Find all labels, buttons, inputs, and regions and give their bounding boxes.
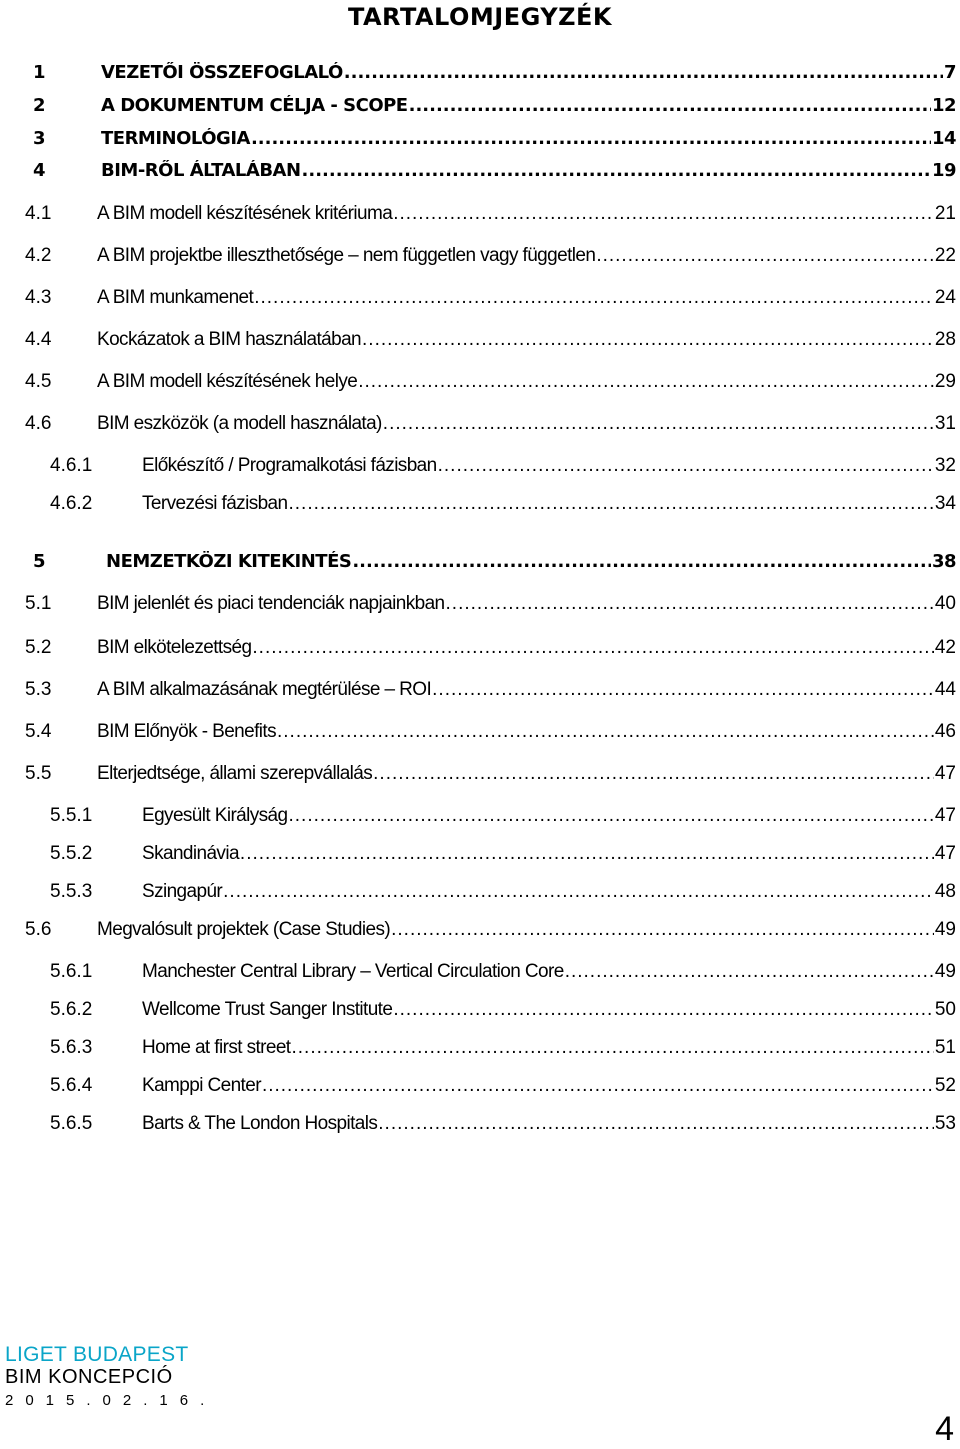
toc-entry-label: Kockázatok a BIM használatában: [97, 329, 362, 350]
toc-entry-page: 47: [934, 805, 956, 826]
toc-entry-number: 5.4: [25, 721, 52, 742]
toc-entry[interactable]: [0, 62, 960, 94]
toc-entry-page: 52: [934, 1075, 956, 1096]
toc-dot-leader: [292, 1037, 934, 1059]
toc-dot-leader: [393, 203, 934, 225]
toc-entry-line: [97, 245, 956, 267]
toc-dot-leader: [432, 679, 934, 701]
toc-entry[interactable]: [0, 329, 960, 361]
toc-entry-label: BIM eszközök (a modell használata): [97, 413, 382, 434]
toc-dot-leader: [223, 881, 934, 903]
toc-entry-number: 5.1: [25, 593, 52, 614]
toc-entry-label: A BIM projektbe illeszthetősége – nem független vagy független: [97, 245, 596, 266]
toc-entry-line: [142, 493, 956, 515]
footer-organization: LIGET BUDAPEST: [5, 1343, 189, 1366]
toc-entry[interactable]: [0, 287, 960, 319]
toc-entry-page: 28: [934, 329, 956, 350]
toc-entry-number: 4.6: [25, 413, 52, 434]
footer-project: BIM KONCEPCIÓ: [5, 1366, 173, 1388]
toc-entry-number: 5.6.2: [50, 999, 93, 1020]
toc-entry-line: [97, 763, 956, 785]
toc-dot-leader: [565, 961, 934, 983]
toc-entry-page: 49: [934, 961, 956, 982]
toc-entry-number: 4.5: [25, 371, 52, 392]
toc-dot-leader: [378, 1113, 934, 1135]
toc-entry[interactable]: [0, 721, 960, 753]
toc-entry-line: [97, 329, 956, 351]
toc-entry-line: [97, 593, 956, 615]
toc-entry-page: 12: [931, 95, 956, 116]
toc-entry-page: 48: [934, 881, 956, 902]
toc-entry-number: 5: [33, 551, 46, 572]
toc-entry-page: 21: [934, 203, 956, 224]
toc-entry-page: 32: [934, 455, 956, 476]
toc-entry[interactable]: [0, 843, 960, 875]
toc-entry-label: A BIM alkalmazásának megtérülése – ROI: [97, 679, 432, 700]
toc-entry-line: [142, 1037, 956, 1059]
toc-entry[interactable]: [0, 637, 960, 669]
toc-entry-line: [97, 371, 956, 393]
toc-entry-line: [97, 919, 956, 941]
toc-dot-leader: [302, 160, 931, 181]
toc-dot-leader: [362, 329, 934, 351]
toc-entry[interactable]: [0, 1075, 960, 1107]
toc-entry-line: [142, 1075, 956, 1097]
toc-dot-leader: [262, 1075, 934, 1097]
toc-entry-page: 42: [934, 637, 956, 658]
toc-entry-number: 5.5.3: [50, 881, 93, 902]
toc-entry-line: [97, 413, 956, 435]
toc-entry-line: [142, 455, 956, 477]
toc-entry-number: 5.3: [25, 679, 52, 700]
toc-dot-leader: [446, 593, 934, 615]
toc-entry-page: 44: [934, 679, 956, 700]
toc-dot-leader: [289, 805, 934, 827]
toc-entry-page: 51: [934, 1037, 956, 1058]
toc-entry-page: 53: [934, 1113, 956, 1134]
toc-entry-label: Megvalósult projektek (Case Studies): [97, 919, 391, 940]
toc-entry-line: [101, 160, 956, 181]
toc-entry-number: 4: [33, 160, 46, 181]
toc-entry-number: 4.6.2: [50, 493, 93, 514]
toc-entry-label: Home at first street: [142, 1037, 291, 1058]
toc-entry[interactable]: [0, 999, 960, 1031]
toc-entry[interactable]: [0, 679, 960, 711]
toc-entry-number: 4.4: [25, 329, 52, 350]
toc-dot-leader: [251, 128, 931, 149]
toc-entry-page: 47: [934, 843, 956, 864]
toc-entry[interactable]: [0, 1113, 960, 1145]
toc-entry[interactable]: [0, 128, 960, 160]
toc-dot-leader: [383, 413, 934, 435]
toc-entry-label: Előkészítő / Programalkotási fázisban: [142, 455, 437, 476]
toc-dot-leader: [289, 493, 934, 515]
toc-entry-line: [97, 637, 956, 659]
toc-entry-label: A BIM modell készítésének helye: [97, 371, 358, 392]
toc-entry-line: [142, 881, 956, 903]
toc-entry[interactable]: [0, 160, 960, 192]
toc-entry[interactable]: [0, 455, 960, 487]
toc-entry-label: Kamppi Center: [142, 1075, 261, 1096]
toc-entry-page: 22: [934, 245, 956, 266]
toc-dot-leader: [240, 843, 934, 865]
toc-entry-page: 40: [934, 593, 956, 614]
toc-entry-number: 5.6.1: [50, 961, 93, 982]
toc-entry-page: 49: [934, 919, 956, 940]
toc-entry-number: 5.5.2: [50, 843, 93, 864]
toc-entry-label: BIM Előnyök - Benefits: [97, 721, 276, 742]
toc-entry-label: BIM jelenlét és piaci tendenciák napjainkban: [97, 593, 445, 614]
toc-entry[interactable]: [0, 551, 960, 583]
toc-entry-line: [142, 805, 956, 827]
page-number: 4: [935, 1410, 954, 1448]
toc-entry-label: Skandinávia: [142, 843, 239, 864]
toc-entry-line: [97, 679, 956, 701]
toc-entry-line: [101, 62, 956, 83]
toc-entry-page: 46: [934, 721, 956, 742]
toc-dot-leader: [438, 455, 934, 477]
toc-dot-leader: [277, 721, 934, 743]
toc-entry[interactable]: [0, 371, 960, 403]
toc-entry[interactable]: [0, 95, 960, 127]
toc-entry-number: 5.6.3: [50, 1037, 93, 1058]
toc-dot-leader: [252, 637, 933, 659]
toc-entry-page: 7: [943, 62, 956, 83]
toc-entry-label: BIM-RŐL ÁLTALÁBAN: [101, 160, 301, 181]
toc-entry[interactable]: [0, 1037, 960, 1069]
toc-dot-leader: [596, 245, 934, 267]
toc-entry-label: Wellcome Trust Sanger Institute: [142, 999, 393, 1020]
toc-entry-label: A BIM modell készítésének kritériuma: [97, 203, 393, 224]
toc-entry-number: 1: [33, 62, 46, 83]
toc-entry-page: 34: [934, 493, 956, 514]
toc-entry[interactable]: [0, 881, 960, 913]
toc-dot-leader: [254, 287, 934, 309]
toc-entry-line: [97, 721, 956, 743]
toc-entry-number: 3: [33, 128, 46, 149]
toc-entry[interactable]: [0, 763, 960, 795]
toc-entry-label: TERMINOLÓGIA: [101, 128, 250, 149]
toc-entry[interactable]: [0, 413, 960, 445]
toc-entry-page: 50: [934, 999, 956, 1020]
toc-entry-label: Manchester Central Library – Vertical Circulation Core: [142, 961, 564, 982]
toc-entry-page: 47: [934, 763, 956, 784]
toc-entry-label: Tervezési fázisban: [142, 493, 288, 514]
toc-entry-number: 5.5: [25, 763, 52, 784]
toc-entry[interactable]: [0, 203, 960, 235]
toc-dot-leader: [391, 919, 934, 941]
toc-entry-number: 4.2: [25, 245, 52, 266]
toc-entry-page: 24: [934, 287, 956, 308]
toc-entry-label: Szingapúr: [142, 881, 223, 902]
toc-dot-leader: [344, 62, 943, 83]
toc-entry-label: A BIM munkamenet: [97, 287, 254, 308]
toc-entry-number: 5.6.5: [50, 1113, 93, 1134]
toc-entry-page: 31: [934, 413, 956, 434]
page-title: TARTALOMJEGYZÉK: [347, 3, 613, 31]
toc-entry-line: [142, 843, 956, 865]
toc-entry-line: [97, 203, 956, 225]
toc-entry-page: 38: [931, 551, 956, 572]
toc-entry-label: Barts & The London Hospitals: [142, 1113, 378, 1134]
toc-entry-line: [106, 551, 956, 572]
toc-entry-label: A DOKUMENTUM CÉLJA - SCOPE: [101, 95, 408, 116]
toc-dot-leader: [352, 551, 931, 572]
toc-entry[interactable]: [0, 919, 960, 951]
toc-entry-page: 14: [931, 128, 956, 149]
toc-entry[interactable]: [0, 245, 960, 277]
toc-entry-label: NEMZETKÖZI KITEKINTÉS: [106, 551, 352, 572]
toc-entry-line: [142, 961, 956, 983]
toc-entry-label: VEZETŐI ÖSSZEFOGLALÓ: [101, 62, 343, 83]
toc-entry[interactable]: [0, 961, 960, 993]
toc-entry-number: 4.6.1: [50, 455, 93, 476]
toc-entry-page: 29: [934, 371, 956, 392]
toc-entry[interactable]: [0, 593, 960, 625]
toc-entry[interactable]: [0, 805, 960, 837]
toc-dot-leader: [358, 371, 934, 393]
toc-entry-number: 5.5.1: [50, 805, 93, 826]
toc-entry-page: 19: [931, 160, 956, 181]
toc-entry-number: 5.6: [25, 919, 52, 940]
toc-entry-label: Egyesült Királyság: [142, 805, 288, 826]
toc-entry-line: [142, 999, 956, 1021]
footer-date: 2015.02.16.: [5, 1392, 217, 1409]
toc-entry-line: [142, 1113, 956, 1135]
toc-entry-number: 4.3: [25, 287, 52, 308]
toc-entry-number: 4.1: [25, 203, 52, 224]
toc-entry-label: Elterjedtsége, állami szerepvállalás: [97, 763, 373, 784]
toc-dot-leader: [409, 95, 931, 116]
toc-entry-number: 2: [33, 95, 46, 116]
toc-entry-line: [97, 287, 956, 309]
toc-entry-line: [101, 128, 956, 149]
toc-dot-leader: [393, 999, 934, 1021]
toc-entry-number: 5.6.4: [50, 1075, 93, 1096]
toc-entry-label: BIM elkötelezettség: [97, 637, 252, 658]
toc-dot-leader: [373, 763, 934, 785]
toc-entry-line: [101, 95, 956, 116]
toc-entry[interactable]: [0, 493, 960, 525]
toc-entry-number: 5.2: [25, 637, 52, 658]
